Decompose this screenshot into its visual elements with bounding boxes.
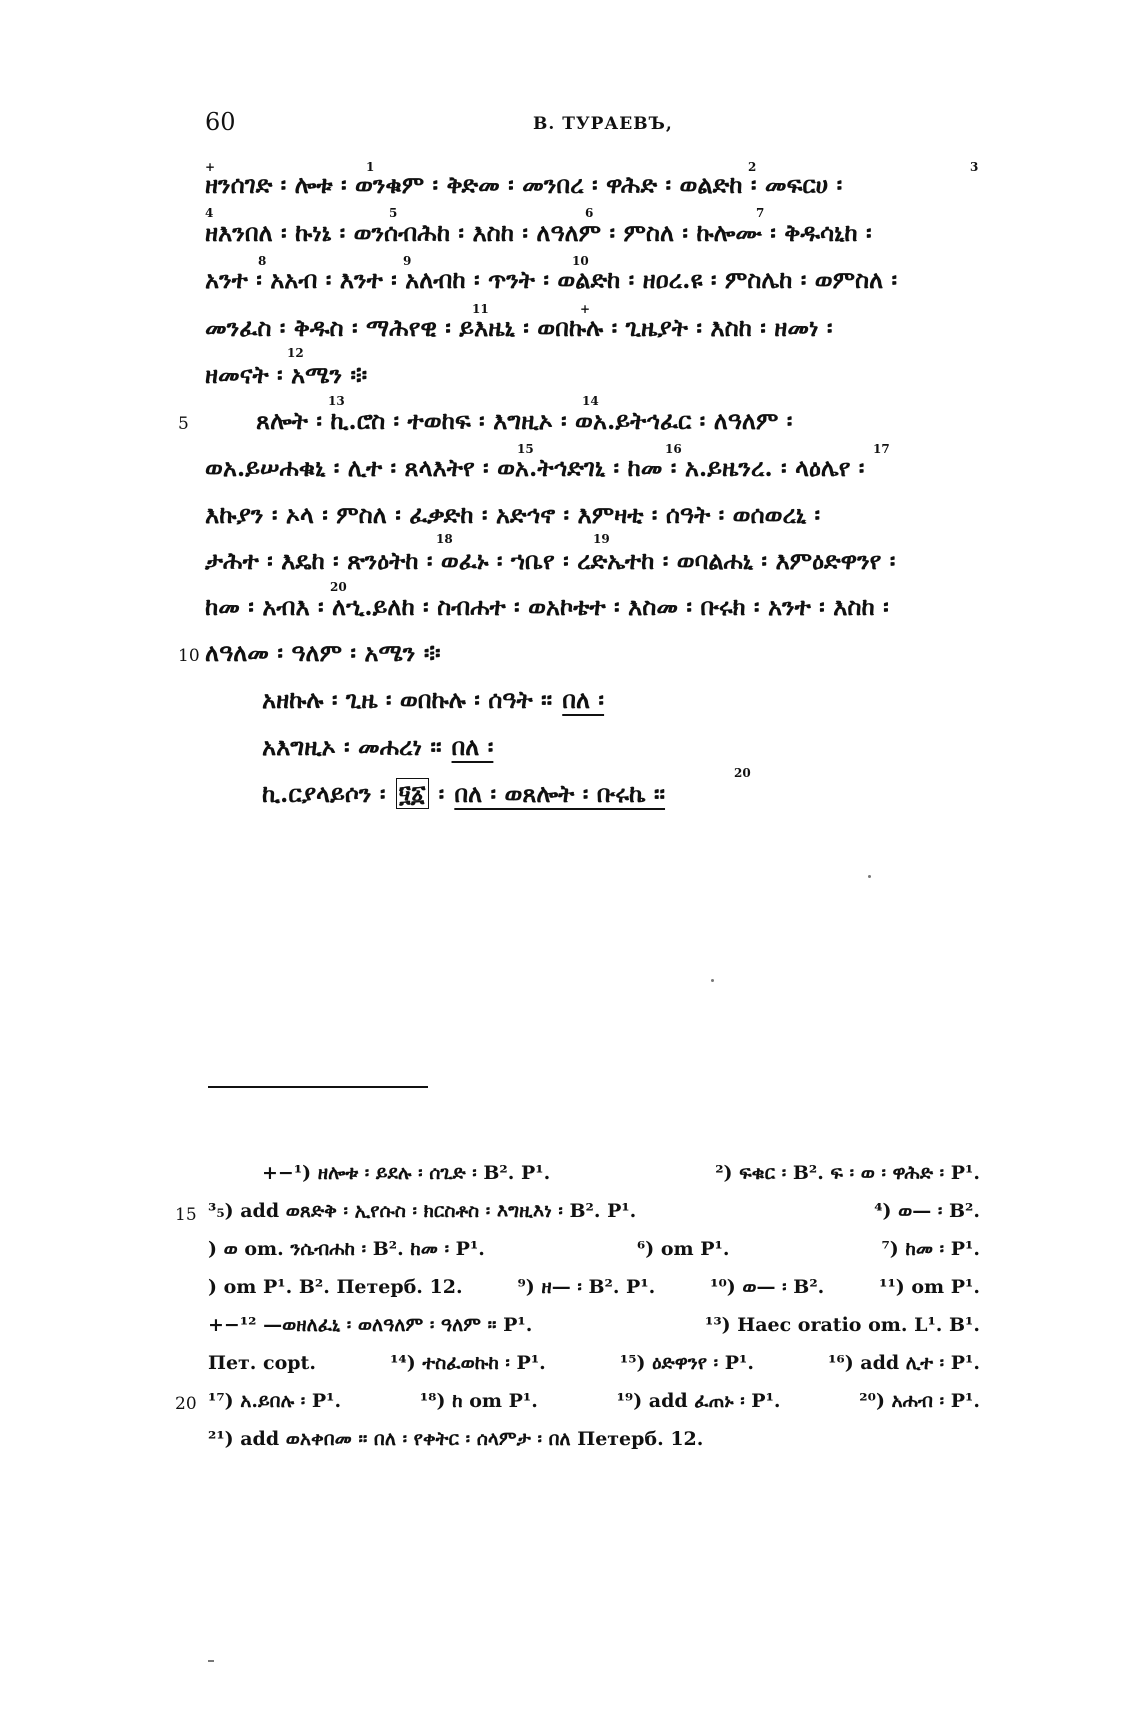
- text-line: ወአ.ይሠሐቁኒ ፡ ሊተ ፡ ጸላእትየ ፡ ወአ.ትኅድገኒ ፡ ከመ ፡ አ.ይዜንረ. ፡ ላዕሌየ ፡: [205, 453, 865, 482]
- footnote-separator: [208, 1086, 428, 1088]
- text-line: ታሕተ ፡ እዴከ ፡ ጽንዕትከ ፡ ወፈኑ ፡ ኀቤየ ፡ ረድኤተከ ፡ ወባልሐኒ ፡ እምዕድዋንየ ፡: [205, 546, 896, 575]
- footnote-line: Пет. copt. ¹⁴) ተስፈወኩከ ፡ P¹. ¹⁵) ዕድዋንየ ፡ P¹. ¹⁶) add ሊተ ፡ P¹.: [208, 1352, 980, 1374]
- footnote-line: ²¹) add ወአቀበመ ። በለ ፡ የቀትር ፡ ሰላምታ ፡ በለ Петерб. 12.: [208, 1428, 704, 1450]
- note-ref: 10: [572, 254, 589, 268]
- text-line: ዘእንበለ ፡ ኩነኔ ፡ ወንሰብሕከ ፡ እስከ ፡ ለዓለም ፡ ምስለ ፡ ኩሎሙ ፡ ቅዱሳኒከ ፡: [205, 218, 872, 247]
- page-number: 60: [205, 108, 236, 136]
- note-ref: 16: [665, 442, 682, 456]
- note-ref: 7: [756, 206, 765, 220]
- note-ref: 13: [328, 394, 345, 408]
- note-ref: 20: [330, 580, 347, 594]
- footnote-line: ) om P¹. B². Петерб. 12. ⁹) ዘ— ፡ B². P¹. ¹⁰) ወ— ፡ B². ¹¹) om P¹.: [208, 1276, 980, 1298]
- footnote-line: +−¹) ዘሎቱ ፡ ይደሉ ፡ ሰጊድ ፡ B². P¹. ²) ፍቁር ፡ B². ፍ ፡ ወ ፡ ዋሕድ ፡ P¹.: [262, 1162, 980, 1184]
- footnote-line: ³₅) add ወጸድቅ ፡ ኢየሱስ ፡ ክርስቶስ ፡ እግዚእነ ፡ B². P¹. ⁴) ወ— ፡ B².: [208, 1200, 980, 1222]
- cross-mark: +: [580, 302, 591, 316]
- note-ref: 19: [593, 532, 610, 546]
- speck: [711, 979, 714, 982]
- note-ref: 8: [258, 254, 267, 268]
- note-ref: 14: [582, 394, 599, 408]
- rubric-line: አእግዚኦ ፡ መሐረነ ። በለ ፡: [262, 732, 494, 761]
- text-line: መንፈስ ፡ ቅዱስ ፡ ማሕየዊ ፡ ይእዜኒ ፡ ወበኩሉ ፡ ጊዜያት ፡ እስከ ፡ ዘመነ ፡: [205, 313, 833, 342]
- text-line: ዘንሰገድ ፡ ሎቱ ፡ ወንቁም ፡ ቅድመ ፡ መንበረ ፡ ዋሕድ ፡ ወልድከ ፡ መፍርሀ ፡: [205, 170, 843, 199]
- note-ref: 12: [287, 346, 304, 360]
- note-ref: 17: [873, 442, 890, 456]
- note-ref: 2: [748, 160, 757, 174]
- note-ref: 9: [403, 254, 412, 268]
- running-title: B. ТУРАЕВЪ,: [533, 114, 673, 134]
- text-line: ለዓለመ ፡ ዓለም ፡ አሜን ፨: [205, 638, 441, 667]
- footnote-line-number: 15: [175, 1205, 197, 1225]
- note-ref: 15: [517, 442, 534, 456]
- line-number: 5: [178, 414, 189, 434]
- speck: [208, 1660, 214, 1662]
- footnote-line-number: 20: [175, 1394, 197, 1414]
- note-ref: 4: [205, 206, 214, 220]
- speck: [868, 875, 871, 878]
- footnote-line: ) ወ om. ንሴብሐከ ፡ B². ከመ ፡ P¹. ⁶) om P¹. ⁷) ከመ ፡ P¹.: [208, 1238, 980, 1260]
- note-ref: 20: [734, 766, 751, 780]
- numeral-box: ፶፩: [396, 778, 429, 809]
- note-ref: 1: [366, 160, 375, 174]
- cross-mark: +: [205, 160, 216, 174]
- text-line: ከመ ፡ አብእ ፡ ለኂ.ይለከ ፡ ስብሐተ ፡ ወአኮቴተ ፡ እስመ ፡ ቡሩክ ፡ አንተ ፡ እስከ ፡: [205, 592, 889, 621]
- note-ref: 18: [436, 532, 453, 546]
- text-line: አንተ ፡ አአብ ፡ እንተ ፡ አለብከ ፡ ጥንት ፡ ወልድከ ፡ ዘዐረ.ዩ ፡ ምስሌከ ፡ ወምስለ ፡: [205, 265, 898, 294]
- footnote-line: ¹⁷) አ.ይበሉ ፡ P¹. ¹⁸) ከ om P¹. ¹⁹) add ፈጠኑ ፡ P¹. ²⁰) አሐብ ፡ P¹.: [208, 1390, 980, 1412]
- note-ref: 3: [970, 160, 979, 174]
- prayer-heading-line: ጸሎት ፡ ኪ.ሮስ ፡ ተወከፍ ፡ እግዚኦ ፡ ወአ.ይትኅፈር ፡ ለዓለም ፡: [256, 406, 793, 435]
- note-ref: 5: [389, 206, 398, 220]
- text-line: ዘመናት ፡ አሜን ፨: [205, 360, 368, 389]
- note-ref: 11: [472, 302, 489, 316]
- footnote-line: +−¹² —ወዘለፈኒ ፡ ወለዓለም ፡ ዓለም ። P¹. ¹³) Haec oratio om. L¹. B¹.: [208, 1314, 980, 1336]
- rubric-line: አዘኩሉ ፡ ጊዜ ፡ ወበኩሉ ፡ ሰዓት ። በለ ፡: [262, 685, 605, 714]
- note-ref: 6: [585, 206, 594, 220]
- rubric-line: ኪ.ርያላይሶን ፡ ፶፩ ፡ በለ ፡ ወጸሎት ፡ ቡሩኬ ።: [262, 779, 666, 808]
- line-number: 10: [178, 646, 200, 666]
- text-line: እኩያን ፡ ኦላ ፡ ምስለ ፡ ፈቃድከ ፡ አድኅኖ ፡ እምዛቲ ፡ ሰዓት ፡ ወሰወረኒ ፡: [205, 500, 821, 529]
